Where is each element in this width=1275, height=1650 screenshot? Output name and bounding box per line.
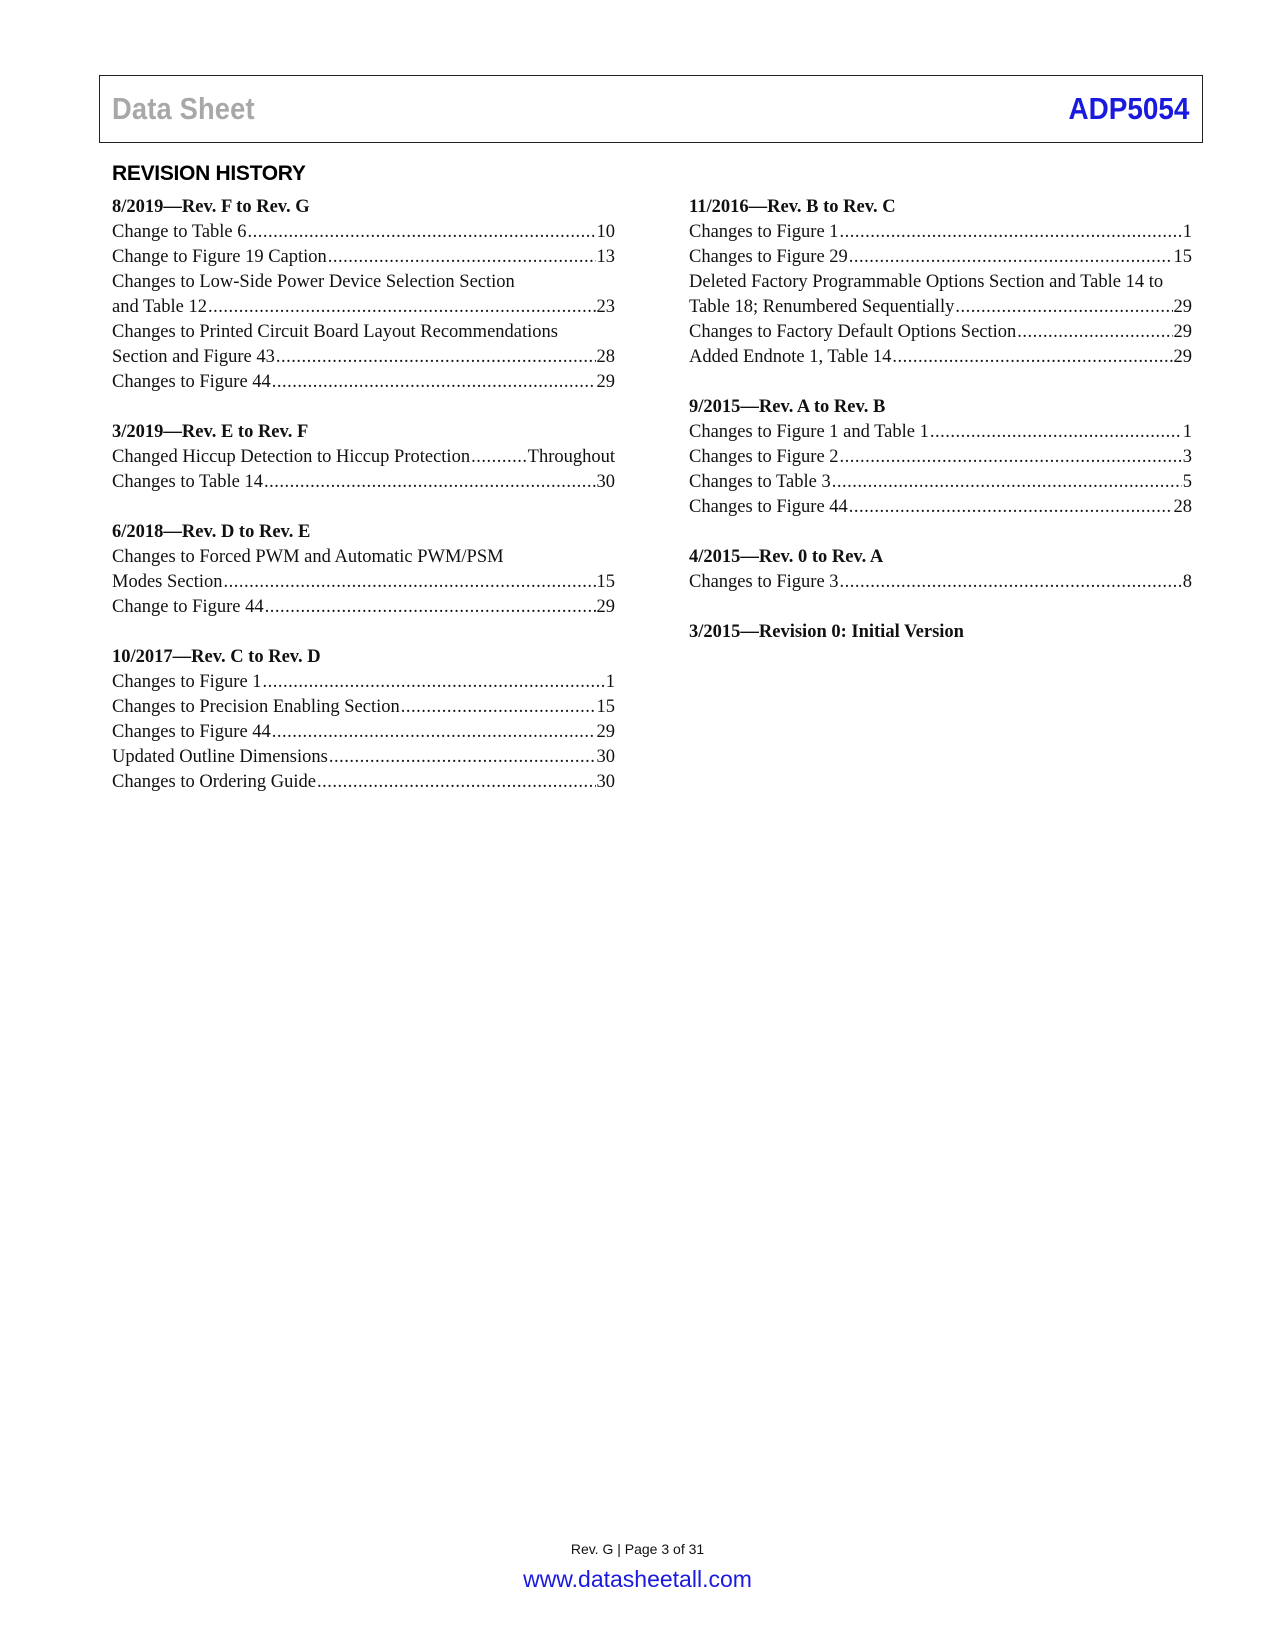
revision-entry: [112, 595, 615, 620]
dot-leader: [328, 245, 596, 270]
entry-page-number: 28: [596, 347, 615, 367]
entry-text: Modes Section: [112, 572, 223, 592]
revision-block: [689, 620, 1192, 645]
entry-page-number: 10: [596, 222, 615, 242]
revision-entry: [112, 670, 615, 695]
entry-leader-line: [689, 420, 1192, 445]
entry-leader-line: [689, 495, 1192, 520]
entry-page-number: 8: [1182, 572, 1192, 592]
dot-leader: [263, 670, 605, 695]
entry-text: Changes to Figure 1 and Table 1: [689, 422, 929, 442]
entry-page-number: 29: [596, 372, 615, 392]
entry-leader-line: [689, 470, 1192, 495]
dot-leader: [849, 495, 1173, 520]
dot-leader: [329, 745, 596, 770]
entry-leader-line: [112, 570, 615, 595]
entry-page-number: 29: [1173, 347, 1192, 367]
entry-page-number: 28: [1173, 497, 1192, 517]
dot-leader: [849, 245, 1173, 270]
revision-heading: 10/2017—Rev. C to Rev. D: [112, 647, 321, 667]
dot-leader: [272, 370, 596, 395]
entry-page-number: 30: [596, 772, 615, 792]
entry-text-line: Changes to Printed Circuit Board Layout Recommendations: [112, 322, 558, 342]
revision-entry: [689, 470, 1192, 495]
entry-text: Changes to Figure 2: [689, 447, 839, 467]
revision-entry: [112, 445, 615, 470]
revision-heading: 3/2015—Revision 0: Initial Version: [689, 622, 964, 642]
revision-heading: 6/2018—Rev. D to Rev. E: [112, 522, 311, 542]
entry-text: Changes to Ordering Guide: [112, 772, 316, 792]
entry-page-number: 29: [1173, 297, 1192, 317]
revision-heading: 9/2015—Rev. A to Rev. B: [689, 397, 886, 417]
dot-leader: [840, 570, 1182, 595]
revision-block: [112, 195, 615, 395]
entry-page-number: 3: [1182, 447, 1192, 467]
entry-text-line: Changes to Forced PWM and Automatic PWM/PSM: [112, 547, 504, 567]
entry-page-number: 1: [1182, 222, 1192, 242]
entry-page-number: Throughout: [527, 447, 615, 467]
revision-block: [689, 395, 1192, 520]
dot-leader: [265, 595, 596, 620]
entry-leader-line: [112, 720, 615, 745]
entry-text: Changes to Table 14: [112, 472, 263, 492]
entry-leader-line: [112, 445, 615, 470]
entry-page-number: 5: [1182, 472, 1192, 492]
watermark-link[interactable]: www.datasheetall.com: [523, 1566, 752, 1592]
entry-page-number: 1: [1182, 422, 1192, 442]
entry-leader-line: [112, 220, 615, 245]
header-doc-type: Data Sheet: [112, 91, 255, 126]
entry-leader-line: [689, 570, 1192, 595]
revision-entry: [112, 245, 615, 270]
entry-leader-line: [112, 770, 615, 795]
revision-heading: 3/2019—Rev. E to Rev. F: [112, 422, 309, 442]
entry-text: Changed Hiccup Detection to Hiccup Protection: [112, 447, 471, 467]
revision-heading: 11/2016—Rev. B to Rev. C: [689, 197, 896, 217]
entry-leader-line: [112, 670, 615, 695]
dot-leader: [832, 470, 1182, 495]
entry-leader-line: [689, 295, 1192, 320]
revision-entry: [689, 220, 1192, 245]
entry-leader-line: [112, 595, 615, 620]
revision-block: [689, 195, 1192, 370]
entry-text: Changes to Figure 29: [689, 247, 848, 267]
revision-entry: [112, 720, 615, 745]
entry-text: Updated Outline Dimensions: [112, 747, 328, 767]
entry-text: Table 18; Renumbered Sequentially: [689, 297, 955, 317]
entry-text: Changes to Factory Default Options Section: [689, 322, 1017, 342]
revision-entry: [689, 420, 1192, 445]
dot-leader: [272, 720, 596, 745]
dot-leader: [1017, 320, 1172, 345]
entry-leader-line: [112, 345, 615, 370]
entry-text: Change to Figure 44: [112, 597, 264, 617]
entry-page-number: 30: [596, 747, 615, 767]
entry-page-number: 15: [596, 697, 615, 717]
dot-leader: [223, 570, 595, 595]
entry-text: Changes to Figure 44: [689, 497, 848, 517]
entry-text: Changes to Figure 1: [112, 672, 262, 692]
revision-entry: [689, 270, 1192, 320]
entry-leader-line: [112, 370, 615, 395]
entry-leader-line: [112, 695, 615, 720]
dot-leader: [930, 420, 1182, 445]
entry-page-number: 15: [596, 572, 615, 592]
entry-page-number: 23: [596, 297, 615, 317]
entry-page-number: 15: [1173, 247, 1192, 267]
entry-leader-line: [689, 345, 1192, 370]
page-footer: Rev. G | Page 3 of 31: [570, 1541, 705, 1557]
entry-text: Change to Figure 19 Caption: [112, 247, 327, 267]
page-header: [99, 75, 1203, 143]
revision-entry: [112, 545, 615, 595]
entry-page-number: 29: [1173, 322, 1192, 342]
dot-leader: [471, 445, 527, 470]
dot-leader: [264, 470, 596, 495]
header-part-number: ADP5054: [1068, 91, 1189, 126]
revision-entry: [112, 745, 615, 770]
revision-entry: [112, 320, 615, 370]
revision-entry: [689, 570, 1192, 595]
revision-entry: [689, 495, 1192, 520]
entry-text: Changes to Figure 3: [689, 572, 839, 592]
entry-text: Added Endnote 1, Table 14: [689, 347, 892, 367]
left-column: [112, 195, 615, 820]
revision-block: [112, 520, 615, 620]
entry-leader-line: [689, 245, 1192, 270]
entry-page-number: 29: [596, 597, 615, 617]
revision-entry: [112, 695, 615, 720]
entry-page-number: 13: [596, 247, 615, 267]
revision-block: [689, 545, 1192, 595]
dot-leader: [892, 345, 1172, 370]
entry-text: Change to Table 6: [112, 222, 247, 242]
entry-text: Changes to Figure 44: [112, 722, 271, 742]
revision-entry: [689, 445, 1192, 470]
entry-leader-line: [112, 470, 615, 495]
revision-entry: [689, 245, 1192, 270]
entry-leader-line: [689, 445, 1192, 470]
entry-text: Changes to Precision Enabling Section: [112, 697, 400, 717]
section-title: REVISION HISTORY: [112, 162, 306, 185]
dot-leader: [317, 770, 596, 795]
entry-leader-line: [112, 745, 615, 770]
revision-entry: [689, 320, 1192, 345]
revision-block: [112, 645, 615, 795]
revision-entry: [112, 370, 615, 395]
entry-text: Changes to Table 3: [689, 472, 831, 492]
revision-entry: [112, 270, 615, 320]
revision-block: [112, 420, 615, 495]
revision-entry: [689, 345, 1192, 370]
revision-entry: [112, 470, 615, 495]
dot-leader: [840, 220, 1182, 245]
right-column: [689, 195, 1192, 670]
entry-text: Changes to Figure 1: [689, 222, 839, 242]
entry-leader-line: [689, 320, 1192, 345]
entry-leader-line: [112, 245, 615, 270]
dot-leader: [840, 445, 1182, 470]
revision-entry: [112, 770, 615, 795]
dot-leader: [955, 295, 1172, 320]
dot-leader: [276, 345, 596, 370]
dot-leader: [208, 295, 596, 320]
entry-page-number: 1: [605, 672, 615, 692]
entry-page-number: 30: [596, 472, 615, 492]
dot-leader: [401, 695, 596, 720]
revision-entry: [112, 220, 615, 245]
entry-page-number: 29: [596, 722, 615, 742]
entry-leader-line: [689, 220, 1192, 245]
entry-text: Changes to Figure 44: [112, 372, 271, 392]
entry-text: and Table 12: [112, 297, 207, 317]
entry-text: Section and Figure 43: [112, 347, 275, 367]
entry-text-line: Changes to Low-Side Power Device Selection Section: [112, 272, 515, 292]
revision-heading: 8/2019—Rev. F to Rev. G: [112, 197, 310, 217]
revision-heading: 4/2015—Rev. 0 to Rev. A: [689, 547, 884, 567]
dot-leader: [248, 220, 596, 245]
entry-leader-line: [112, 295, 615, 320]
entry-text-line: Deleted Factory Programmable Options Section and Table 14 to: [689, 272, 1164, 292]
